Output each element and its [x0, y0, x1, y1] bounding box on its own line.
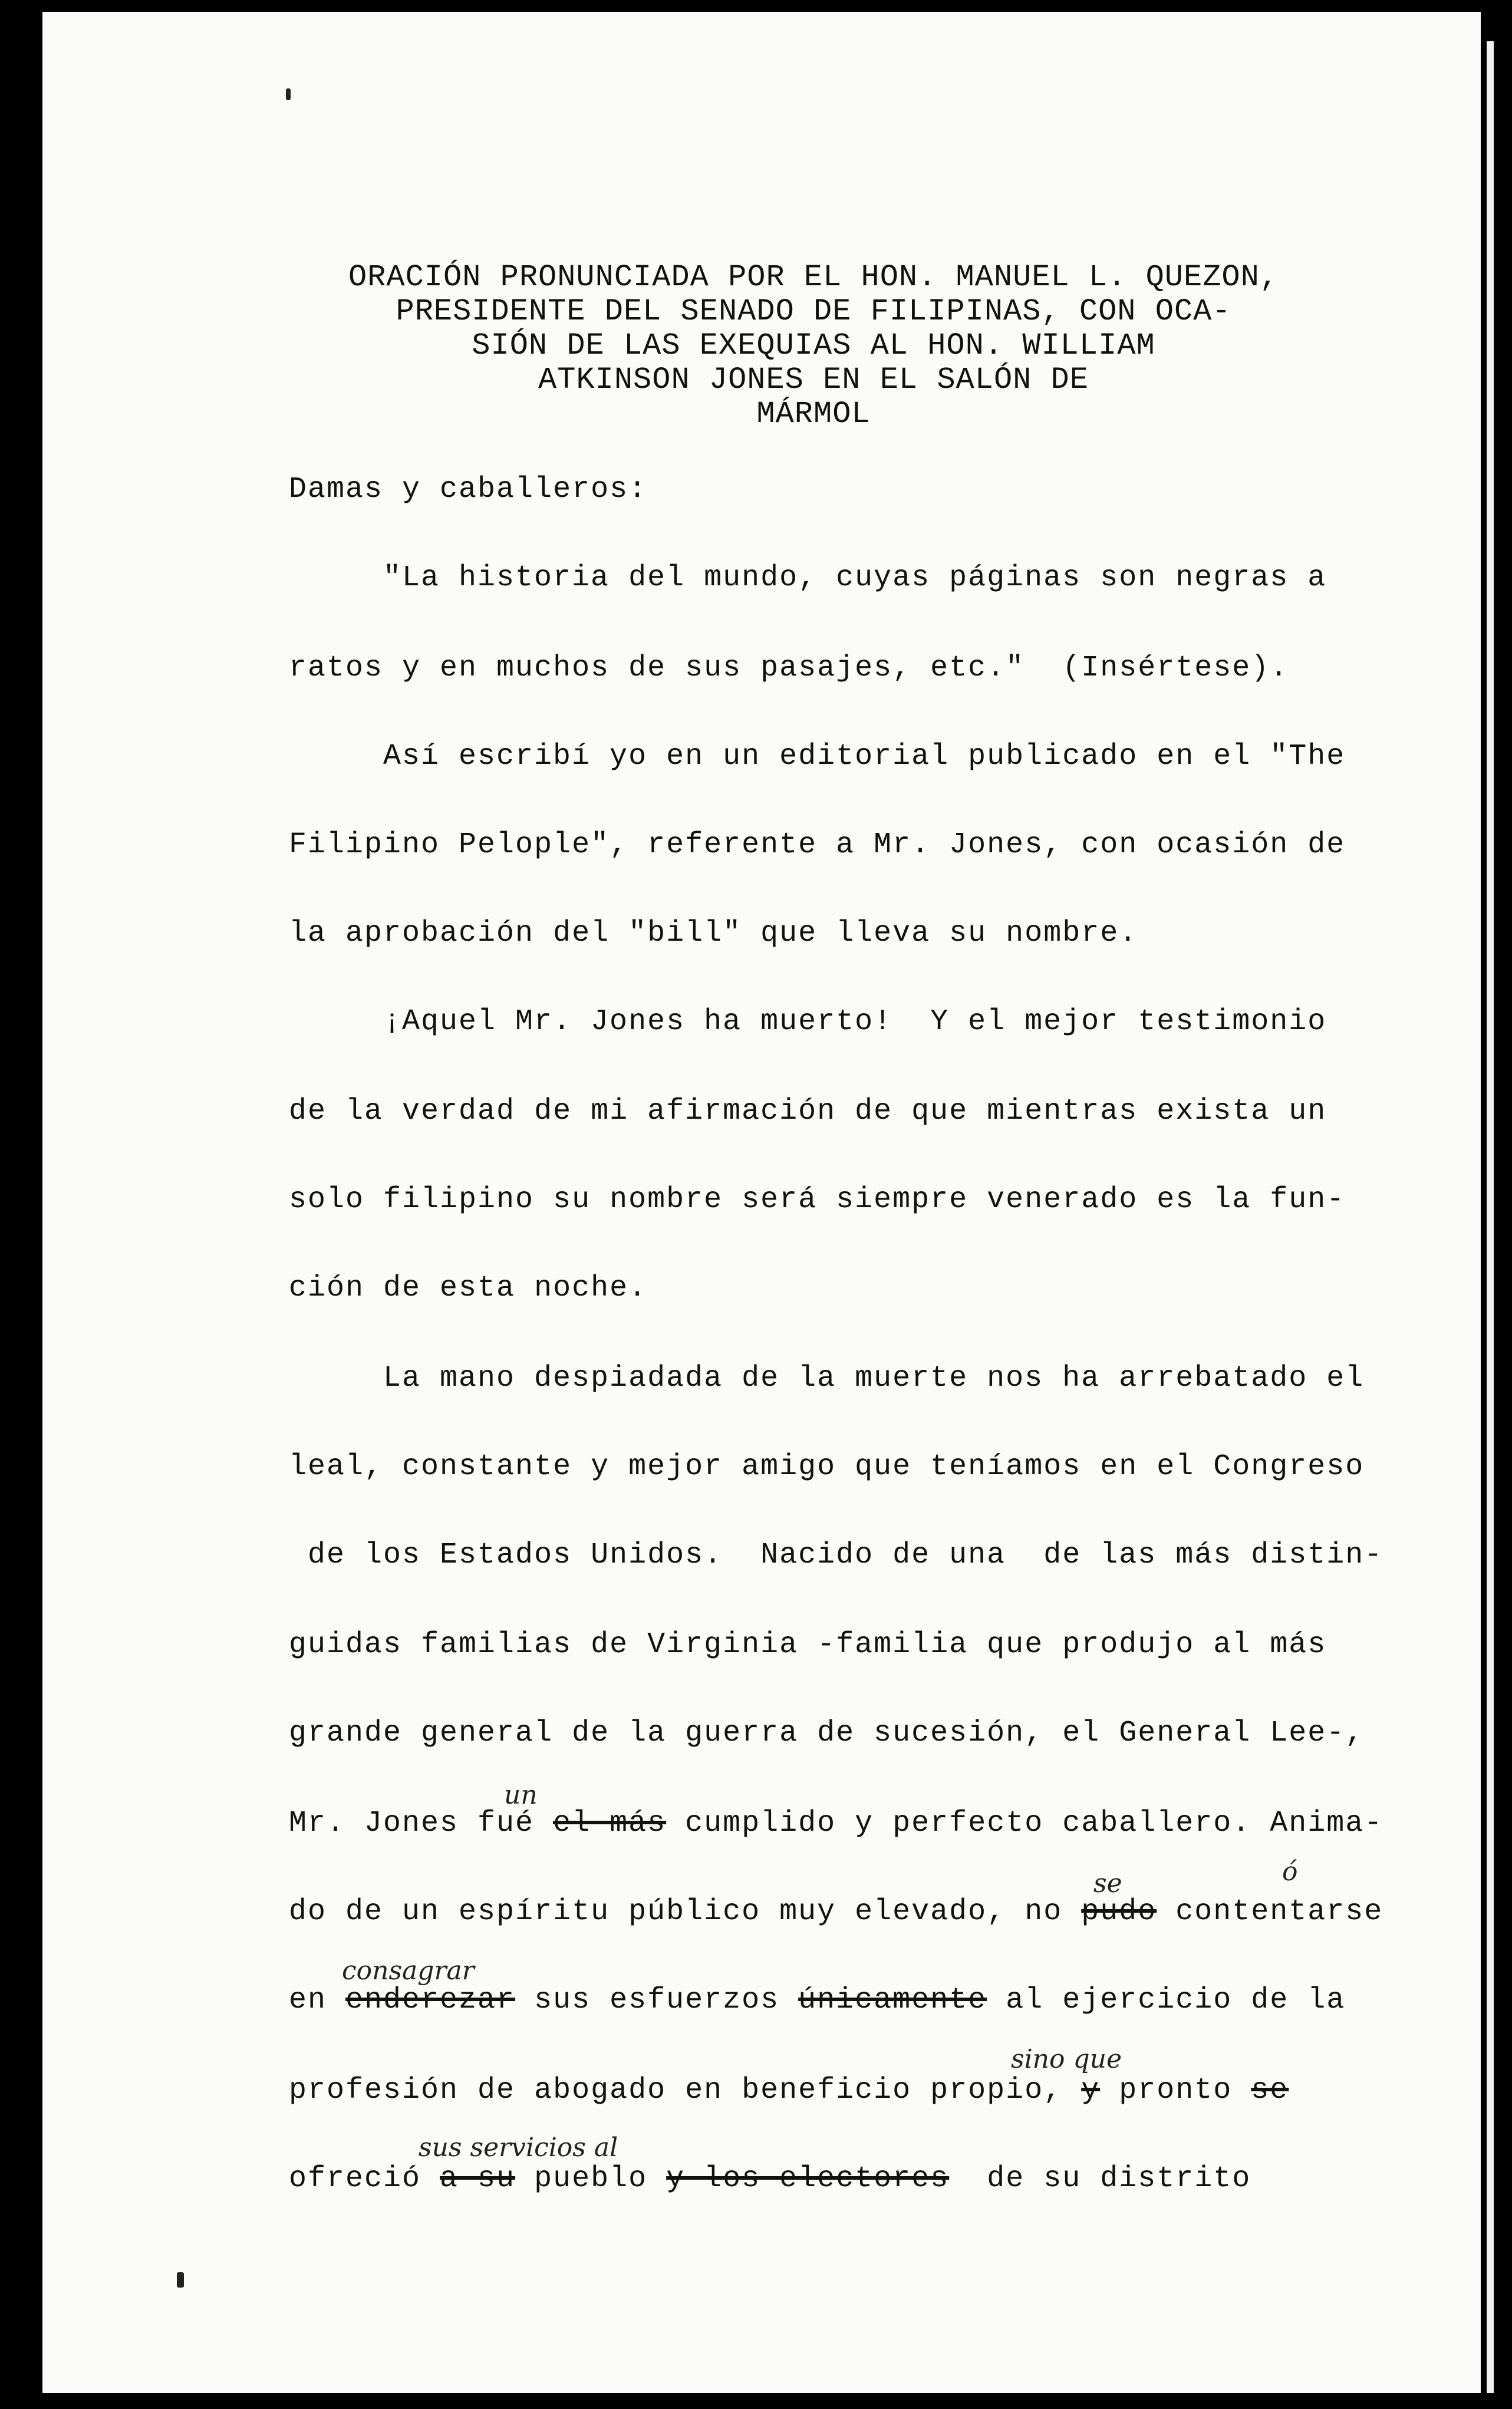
text-line-7: de la verdad de mi afirmación de que mientras exista un: [289, 1095, 1327, 1128]
text-line-6: ¡Aquel Mr. Jones ha muerto! Y el mejor testimonio: [383, 1005, 1327, 1039]
text-line-12: de los Estados Unidos. Nacido de una de las más distin-: [289, 1538, 1383, 1572]
text-line-2: ratos y en muchos de sus pasajes, etc." (Insértese).: [289, 651, 1289, 685]
text-line-15: Mr. Jones fué el más cumplido y perfecto caballero. Anima-: [289, 1807, 1383, 1840]
text-line-1: "La historia del mundo, cuyas páginas son negras a: [383, 561, 1327, 595]
handwritten-se: se: [1093, 1868, 1122, 1899]
text-line-5: la aprobación del "bill" que lleva su nombre.: [289, 917, 1138, 950]
document-title: ORACIÓN PRONUNCIADA POR EL HON. MANUEL L. QUEZON, PRESIDENTE DEL SENADO DE FILIPINAS, CON OCA- SIÓN DE LAS EXEQUIAS AL HON. WILLIAM ATKINSON JONES EN EL SALÓN DE MÁRMOL: [348, 260, 1279, 431]
text-line-16: do de un espíritu público muy elevado, no pudo contentarse: [289, 1895, 1383, 1929]
margin-mark: [286, 88, 291, 100]
handwritten-sus-servicios-al: sus servicios al: [419, 2133, 618, 2163]
text-line-8: solo filipino su nombre será siempre venerado es la fun-: [289, 1183, 1346, 1217]
text-line-13: guidas familias de Virginia -familia que produjo al más: [289, 1628, 1327, 1662]
text-line-4: Filipino Pelople", referente a Mr. Jones, con ocasión de: [289, 828, 1346, 862]
text-line-18: profesión de abogado en beneficio propio, y pronto se: [289, 2074, 1289, 2107]
handwritten-consagrar: consagrar: [342, 1956, 475, 1986]
text-line-14: grande general de la guerra de sucesión, el General Lee-,: [289, 1716, 1365, 1750]
text-line-3: Así escribí yo en un editorial publicado en el "The: [383, 740, 1346, 773]
handwritten-sino-que: sino que: [1011, 2044, 1122, 2074]
text-line-9: ción de esta noche.: [289, 1271, 648, 1305]
text-line-11: leal, constante y mejor amigo que teníamos en el Congreso: [289, 1450, 1365, 1484]
margin-mark: [177, 2272, 184, 2288]
handwritten-accent: ó: [1282, 1857, 1298, 1887]
text-line-17: en enderezar sus esfuerzos únicamente al ejercicio de la: [289, 1983, 1346, 2017]
text-line-19: ofreció a su pueblo y los electores de su distrito: [289, 2162, 1251, 2196]
salutation: Damas y caballeros:: [289, 473, 648, 506]
handwritten-un: un: [504, 1780, 538, 1810]
page-edge: [1487, 41, 1494, 2393]
text-line-10: La mano despiadada de la muerte nos ha arrebatado el: [383, 1362, 1365, 1395]
